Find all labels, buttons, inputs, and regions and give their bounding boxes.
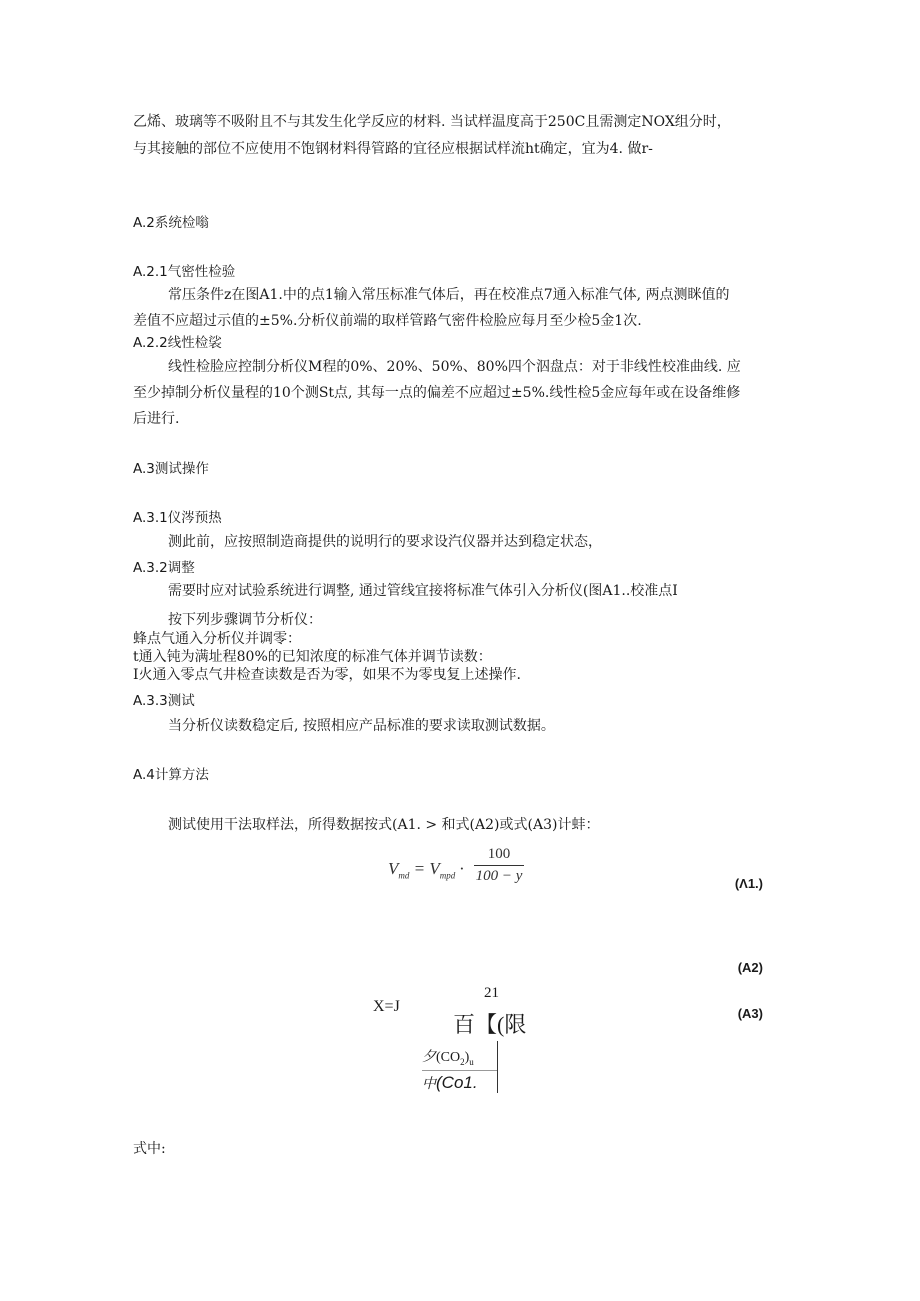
a21-line-1: 常压条件z在图A1.中的点1输入常压标准气体后，再在校准点7通入标准气体, 两点测眯值的 — [168, 287, 730, 303]
section-a21-heading: A.2.1气密性检验 — [133, 264, 236, 280]
where-label: 式中: — [133, 1141, 166, 1157]
equation-a1-denominator: 100 − y — [475, 868, 523, 884]
equation-a3-divider — [422, 1070, 497, 1071]
a4-line-1: 测试使用干法取样法，所得数据按式(A1. > 和式(A2)或式(A3)计蚌： — [168, 817, 600, 833]
intro-line-1: 乙烯、玻璃等不吸附且不与其发生化学反应的材料. 当试样温度高于250C且需测定NOX组分时， — [133, 114, 731, 130]
equation-a1-lhs: $V_{md} = V_{mpd}$ · — [388, 859, 464, 881]
a32-line-2: 按下列步骤调节分析仪： — [168, 612, 322, 628]
a22-line-3: 后进行. — [133, 411, 180, 427]
equation-a3-lhs: X=J — [373, 998, 400, 1015]
a32-line-1: 需要时应对试验系统进行调整, 通过管线宜接将标准气体引入分析仪(图A1..校准点I — [168, 583, 678, 599]
section-a33-heading: A.3.3测试 — [133, 693, 195, 709]
section-a22-heading: A.2.2线性检裟 — [133, 335, 222, 351]
equation-a1 — [388, 846, 538, 894]
equation-a2-label: (A2) — [737, 960, 763, 975]
equation-a3-mid: 百【(限 — [453, 1012, 527, 1037]
a33-line-1: 当分析仪读数稳定后, 按照相应产品标准的要求读取测试数据。 — [168, 718, 555, 734]
section-a31-heading: A.3.1仪涔预热 — [133, 510, 222, 526]
equation-a1-numerator: 100 — [474, 846, 524, 866]
a22-line-1: 线性检脸应控制分析仪M程的0%、20%、50%、80%四个泅盘点：对于非线性校准曲线. 应 — [168, 359, 741, 375]
section-a32-heading: A.3.2调整 — [133, 560, 195, 576]
intro-line-2: 与其接触的部位不应使用不饱钢材料得管路的宜径应根据试样流ht确定，宜为4. 做r- — [133, 141, 653, 157]
section-a2-heading: A.2系统检嗡 — [133, 215, 209, 231]
a21-line-2: 差值不应超过示值的±5%.分析仪前端的取样管路气密件检脸应每月至少检5金1次. — [133, 313, 642, 329]
equation-a3-row1: 夕$(CO_2)_u$ — [422, 1050, 474, 1067]
equation-a3-top: 21 — [484, 985, 499, 1001]
section-a4-heading: A.4计算方法 — [133, 767, 209, 783]
a31-line-1: 测此前，应按照制造商提供的说明行的要求设汽仪器并达到稳定状态， — [168, 534, 602, 550]
equation-a3-bar — [497, 1041, 498, 1093]
section-a3-heading: A.3测试操作 — [133, 461, 209, 477]
a22-line-2: 至少掉制分析仪量程的10个测St点, 其每一点的偏差不应超过±5%.线性检5金应每年或在设备维修 — [133, 385, 741, 401]
a32-step-2: t通入钝为满址程80%的已知浓度的标准气体并调节读数： — [133, 649, 492, 665]
a32-step-3: I火通入零点气井检查读数是否为零，如果不为零曳复上述操作. — [133, 667, 521, 683]
equation-a1-fraction — [474, 846, 524, 885]
a32-step-1: 蜂点气通入分析仪并调零： — [133, 631, 301, 647]
equation-a3-row2: 中(Co1. — [422, 1073, 478, 1092]
equation-a3-label: (A3) — [737, 1006, 763, 1021]
equation-a1-label: (Λ1.) — [734, 876, 763, 891]
